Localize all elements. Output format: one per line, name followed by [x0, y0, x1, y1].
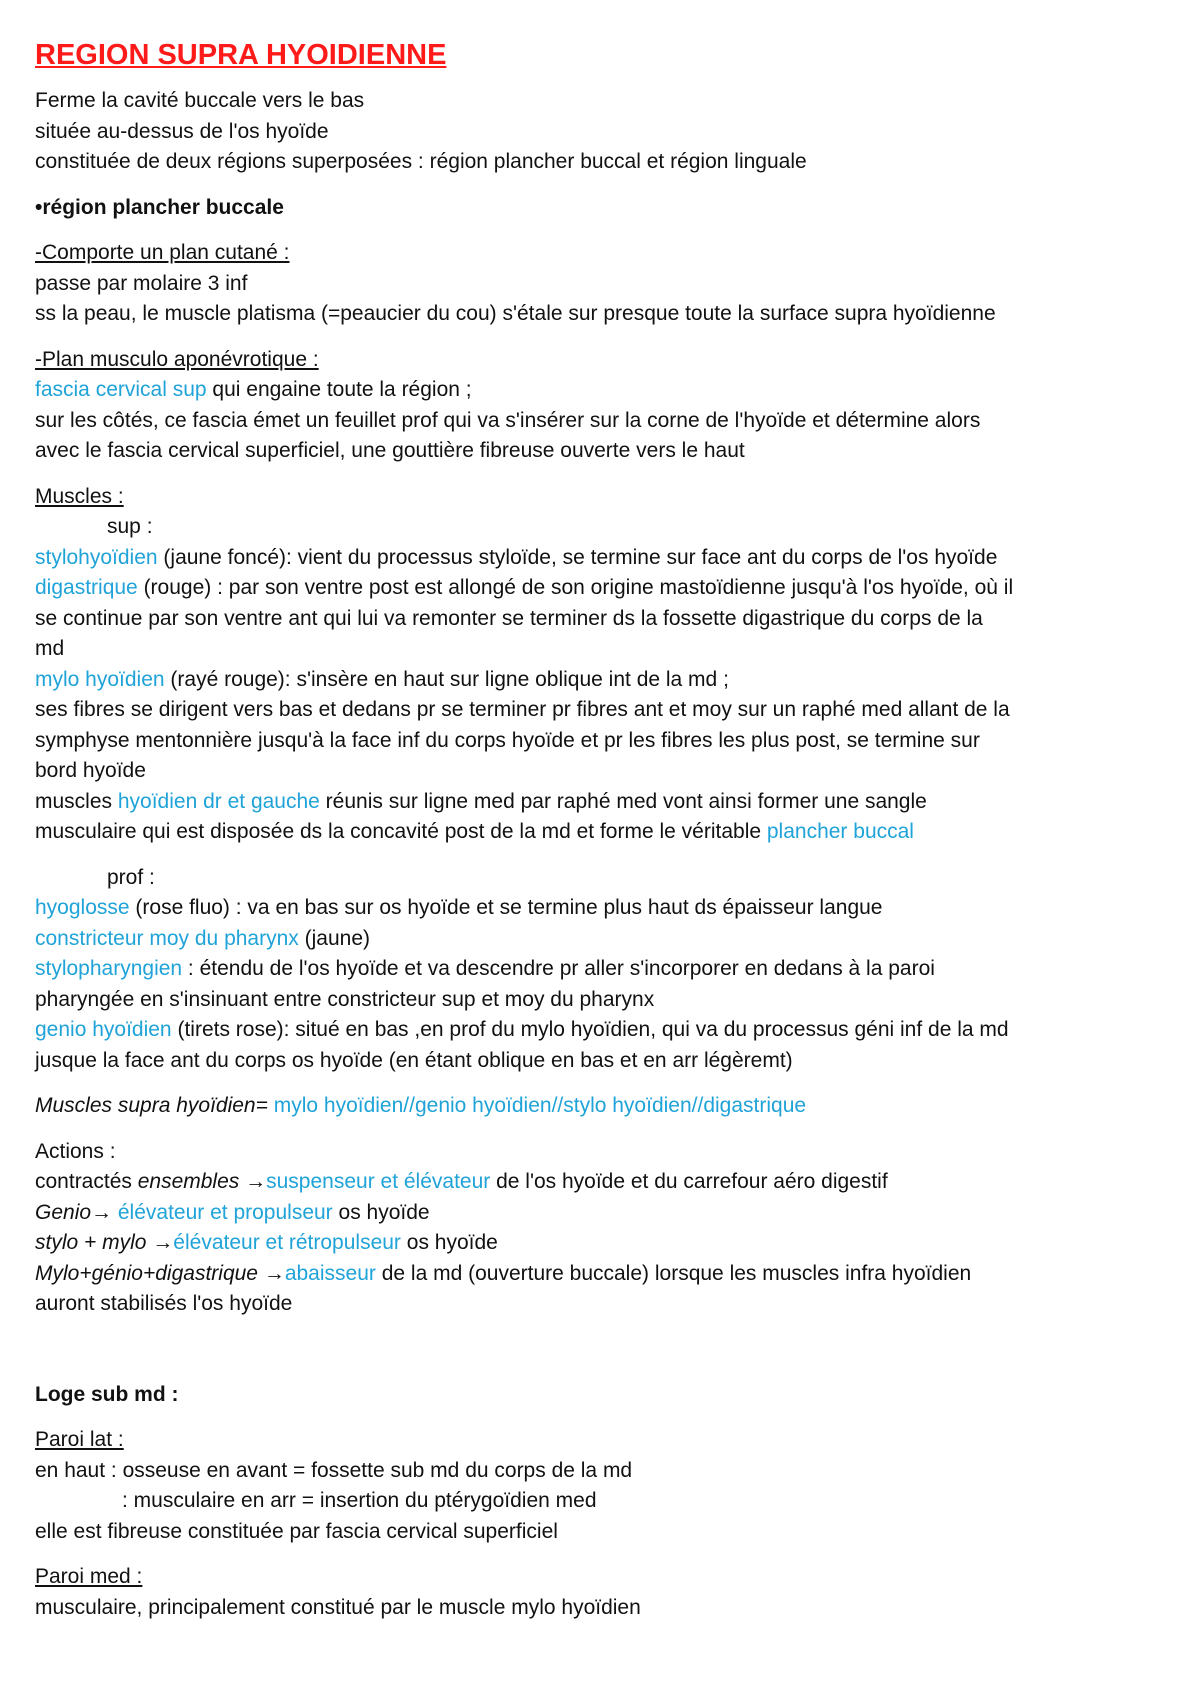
term: constricteur moy du pharynx	[35, 926, 299, 950]
paroi-lat-line: elle est fibreuse constituée par fascia cervical superficiel	[35, 1519, 558, 1543]
stylopharyngien-line: stylopharyngien : étendu de l'os hyoïde et va descendre pr aller s'incorporer en dedans à la paroi	[35, 957, 935, 980]
mylo-line: mylo hyoïdien (rayé rouge): s'insère en haut sur ligne oblique int de la md ;	[35, 667, 729, 691]
action-line: contractés ensembles →suspenseur et élévateur de l'os hyoïde et du carrefour aéro digestif	[35, 1170, 888, 1193]
reunis-line: muscles hyoïdien dr et gauche réunis sur ligne med par raphé med vont ainsi former une sangle	[35, 789, 927, 813]
term: suspenseur et élévateur	[266, 1170, 491, 1193]
intro-line: Ferme la cavité buccale vers le bas	[35, 89, 365, 112]
summary-line	[35, 1091, 1160, 1122]
paroi-lat-line: en haut : osseuse en avant = fossette sub md du corps de la md	[35, 1458, 633, 1482]
fibres-line: ses fibres se dirigent vers bas et dedans pr se terminer pr fibres ant et moy sur un raphé med allant de la	[35, 698, 1010, 721]
cutane-line: passe par molaire 3 inf	[35, 271, 248, 295]
fibres-line: bord hyoïde	[35, 759, 146, 782]
action-line: stylo + mylo →élévateur et rétropulseur os hyoïde	[35, 1231, 498, 1254]
term: hyoïdien dr et gauche	[117, 789, 320, 813]
constricteur-line: constricteur moy du pharynx (jaune)	[35, 926, 370, 950]
digastrique-line: digastrique (rouge) : par son ventre post est allongé de son origine mastoïdienne jusqu'à l'os hyoïde, où il	[35, 576, 1014, 599]
summary-list: mylo hyoïdien//genio hyoïdien//stylo hyoïdien//digastrique	[267, 1094, 807, 1117]
digastrique-line: md	[35, 637, 65, 660]
hyoglosse-line: hyoglosse (rose fluo) : va en bas sur os hyoïde et se termine plus haut ds épaisseur langue	[35, 896, 883, 919]
term: élévateur et rétropulseur	[173, 1231, 401, 1254]
term: fascia cervical sup	[35, 378, 207, 401]
term: plancher buccal	[766, 820, 914, 843]
cutane-heading: -Comporte un plan cutané :	[35, 241, 290, 264]
action-line: Genio→ élévateur et propulseur os hyoïde	[35, 1200, 430, 1224]
term: hyoglosse	[35, 896, 130, 919]
cutane-paragraph	[35, 238, 1160, 269]
term: abaisseur	[284, 1261, 376, 1285]
paroi-lat-line: : musculaire en arr = insertion du ptérygoïdien med	[122, 1489, 597, 1512]
paroi-med-paragraph	[35, 1562, 1160, 1593]
stylopharyngien-line: pharyngée en s'insinuant entre constricteur sup et moy du pharynx	[35, 987, 655, 1011]
actions-heading: Actions :	[35, 1139, 116, 1163]
genio-line: jusque la face ant du corps os hyoïde (en étant oblique en bas et en arr légèremt)	[35, 1048, 793, 1072]
term: stylopharyngien	[35, 957, 183, 980]
paroi-lat-heading: Paroi lat :	[35, 1428, 124, 1451]
intro-line: située au-dessus de l'os hyoïde	[35, 119, 329, 143]
term: genio hyoïdien	[35, 1018, 172, 1041]
musculo-heading: -Plan musculo aponévrotique :	[35, 347, 319, 371]
action-line: auront stabilisés l'os hyoïde	[35, 1292, 293, 1315]
musculo-line: sur les côtés, ce fascia émet un feuillet prof qui va s'insérer sur la corne de l'hyoïde et détermine alors	[35, 408, 981, 432]
musculo-paragraph	[35, 345, 1160, 376]
prof-label: prof :	[107, 865, 155, 889]
paroi-med-heading: Paroi med :	[35, 1565, 143, 1588]
muscles-paragraph	[35, 482, 1160, 513]
sup-label: sup :	[107, 515, 153, 538]
page-title: REGION SUPRA HYOIDIENNE	[35, 39, 447, 71]
fibres-line: symphyse mentonnière jusqu'à la face inf du corps hyoïde et pr les fibres les plus post, se termine sur	[35, 728, 980, 752]
muscles-heading: Muscles :	[35, 484, 124, 508]
genio-line: genio hyoïdien (tirets rose): situé en bas ,en prof du mylo hyoïdien, qui va du processus géni inf de la md	[35, 1018, 1009, 1041]
digastrique-line: se continue par son ventre ant qui lui va remonter se terminer ds la fossette digastrique du corps de la	[35, 606, 983, 630]
summary-label: Muscles supra hyoïdien=	[35, 1094, 268, 1117]
musculo-line: fascia cervical sup qui engaine toute la région ;	[35, 378, 472, 401]
term: stylohyoïdien	[35, 545, 158, 569]
section-heading-plancher: •région plancher buccale	[35, 195, 284, 219]
term: élévateur et propulseur	[112, 1200, 333, 1224]
reunis-line: musculaire qui est disposée ds la concavité post de la md et forme le véritable plancher buccal	[35, 820, 914, 843]
term: mylo hyoïdien	[35, 667, 165, 691]
intro-line: constituée de deux régions superposées : région plancher buccal et région linguale	[35, 150, 807, 173]
musculo-line: avec le fascia cervical superficiel, une gouttière fibreuse ouverte vers le haut	[35, 439, 745, 462]
paroi-med-line: musculaire, principalement constitué par le muscle mylo hyoïdien	[35, 1595, 641, 1619]
stylohyoidien-line: stylohyoïdien (jaune foncé): vient du processus styloïde, se termine sur face ant du corps de l'os hyoïde	[35, 545, 998, 569]
loge-heading: Loge sub md :	[35, 1382, 179, 1406]
paroi-lat-paragraph	[35, 1425, 1160, 1456]
cutane-line: ss la peau, le muscle platisma (=peaucier du cou) s'étale sur presque toute la surface supra hyoïdienne	[35, 302, 996, 325]
action-line: Mylo+génio+digastrique →abaisseur de la md (ouverture buccale) lorsque les muscles infra hyoïdien	[35, 1261, 972, 1285]
term: digastrique	[35, 576, 138, 599]
